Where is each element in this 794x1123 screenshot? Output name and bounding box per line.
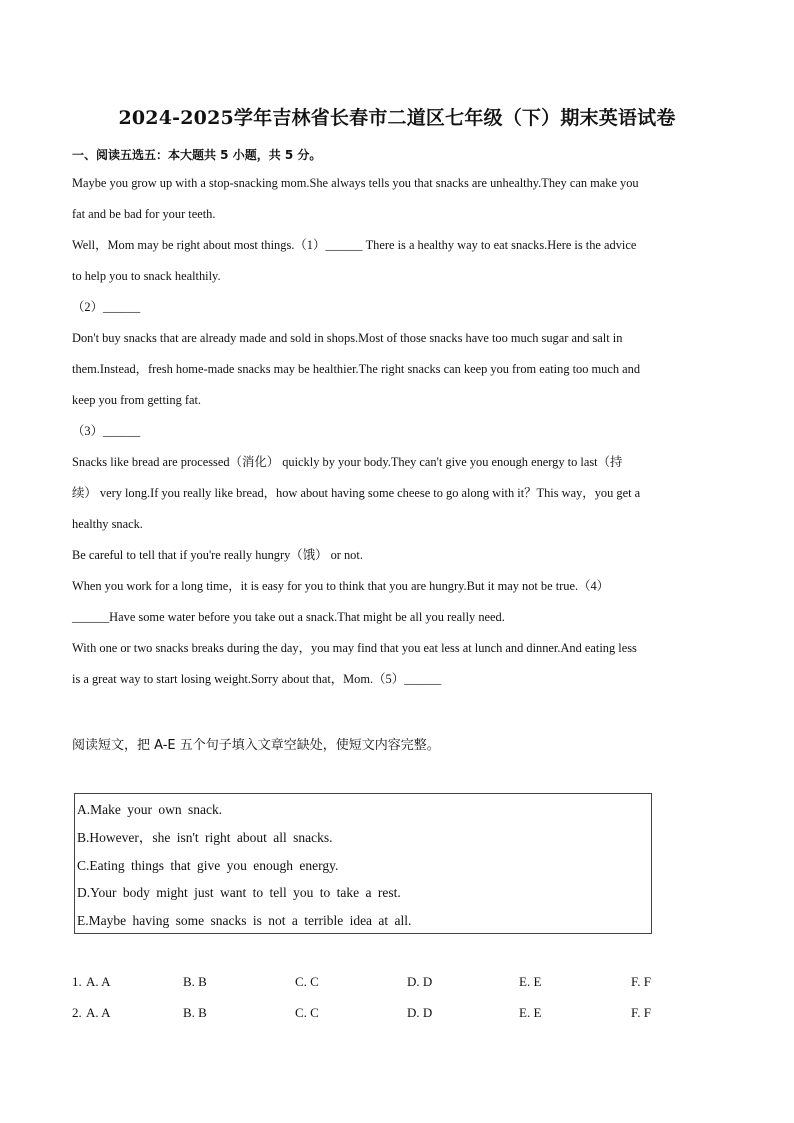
answer-choices — [72, 970, 722, 1032]
option-e: E.Maybe having some snacks is not a terrible idea at all. — [77, 913, 412, 929]
passage-line: Well，Mom may be right about most things.（1）______ There is a healthy way to eat snacks.Here is the advice — [72, 238, 637, 252]
choice-a[interactable]: A. A — [86, 974, 111, 989]
option-a: A.Make your own snack. — [77, 802, 223, 817]
question-number: 1. — [72, 974, 82, 989]
task-instruction: 阅读短文，把 A-E 五个句子填入文章空缺处，使短文内容完整。 — [72, 738, 440, 753]
passage-line: them.Instead，fresh home-made snacks may be healthier.The right snacks can keep you from eating too much and — [72, 362, 641, 376]
passage-line: （3）______ — [72, 424, 141, 438]
passage-line: to help you to snack healthily. — [72, 269, 221, 283]
choice-c[interactable]: C. C — [295, 1005, 319, 1020]
choice-e[interactable]: E. E — [519, 1005, 542, 1020]
option-c: C.Eating things that give you enough energy. — [77, 857, 339, 873]
passage-line: Be careful to tell that if you're really hungry（饿） or not. — [72, 548, 363, 562]
passage-line: With one or two snacks breaks during the day，you may find that you eat less at lunch and dinner.And eating less — [72, 641, 637, 655]
choice-b[interactable]: B. B — [183, 974, 207, 989]
passage-line: ______Have some water before you take out a snack.That might be all you really need. — [72, 610, 505, 624]
passage-line: is a great way to start losing weight.Sorry about that，Mom.（5）______ — [72, 672, 442, 686]
options-box — [74, 793, 652, 934]
option-d: D.Your body might just want to tell you to take a rest. — [77, 885, 401, 901]
passage-line: （2）______ — [72, 300, 141, 314]
choice-c[interactable]: C. C — [295, 974, 319, 989]
page-title: 2024-2025学年吉林省长春市二道区七年级（下）期末英语试卷 — [118, 107, 676, 129]
passage-line: keep you from getting fat. — [72, 393, 202, 407]
choice-d[interactable]: D. D — [407, 1005, 433, 1020]
passage-line: Maybe you grow up with a stop-snacking mom.She always tells you that snacks are unhealthy.They can make you — [72, 176, 639, 190]
passage-line: Snacks like bread are processed（消化） quickly by your body.They can't give you enough energy to last（持 — [72, 455, 623, 469]
choice-f[interactable]: F. F — [631, 1005, 651, 1020]
reading-passage — [72, 168, 722, 695]
question-number: 2. — [72, 1005, 82, 1020]
passage-line: fat and be bad for your teeth. — [72, 207, 216, 221]
answer-row — [72, 970, 722, 1001]
passage-line: 续） very long.If you really like bread，how about having some cheese to go along with it？This way，you get a — [72, 486, 641, 500]
answer-row — [72, 1001, 722, 1032]
choice-d[interactable]: D. D — [407, 974, 433, 989]
choice-a[interactable]: A. A — [86, 1005, 111, 1020]
choice-e[interactable]: E. E — [519, 974, 542, 989]
passage-line: Don't buy snacks that are already made and sold in shops.Most of those snacks have too much sugar and salt in — [72, 331, 623, 345]
choice-b[interactable]: B. B — [183, 1005, 207, 1020]
choice-f[interactable]: F. F — [631, 974, 651, 989]
section-heading: 一、阅读五选五：本大题共 5 小题，共 5 分。 — [72, 148, 322, 162]
passage-line: When you work for a long time，it is easy for you to think that you are hungry.But it may not be true.（4） — [72, 579, 610, 593]
passage-line: healthy snack. — [72, 517, 143, 531]
option-b: B.However，she isn't right about all snacks. — [77, 829, 333, 845]
